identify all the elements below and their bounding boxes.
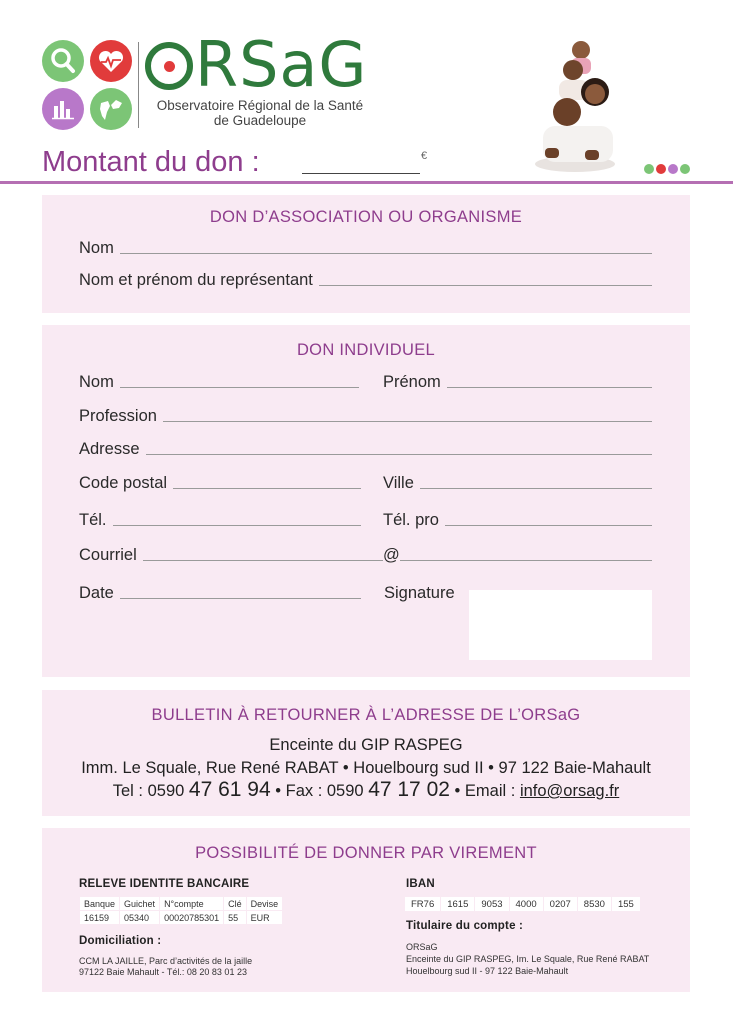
heart-pulse-icon xyxy=(90,40,132,82)
nom-line[interactable] xyxy=(120,387,359,388)
adresse-field[interactable] xyxy=(79,440,652,459)
domiciliation-title: Domiciliation : xyxy=(79,935,162,947)
adresse-label: Adresse xyxy=(79,440,140,458)
rib-value-cell: 16159 xyxy=(80,911,120,925)
domiciliation-line1: CCM LA JAILLE, Parc d’activités de la jaille xyxy=(79,956,253,966)
email-label: Email : xyxy=(464,782,516,800)
courriel-domain-field[interactable] xyxy=(383,546,652,565)
prenom-label: Prénom xyxy=(383,373,441,391)
association-nom-field[interactable] xyxy=(79,239,652,258)
courriel-domain-line[interactable] xyxy=(400,560,652,561)
currency-symbol: € xyxy=(421,150,428,162)
logo-divider xyxy=(138,42,139,128)
dot-green xyxy=(680,164,690,174)
montant-input-line[interactable] xyxy=(302,173,420,174)
iban-cell: 155 xyxy=(611,897,640,912)
tel-line[interactable] xyxy=(113,525,361,526)
guadeloupe-map-icon xyxy=(90,88,132,130)
orsag-logo-icons xyxy=(42,40,134,132)
iban-cell: 0207 xyxy=(543,897,577,912)
iban-cell: 1615 xyxy=(441,897,475,912)
iban-title: IBAN xyxy=(406,878,435,890)
iban-cell: FR76 xyxy=(405,897,441,912)
bulletin-title: BULLETIN À RETOURNER À L’ADRESSE DE L’ORSaG xyxy=(151,706,581,724)
rib-header-cell: Guichet xyxy=(120,897,160,911)
iban-cell: 9053 xyxy=(475,897,509,912)
individuel-panel xyxy=(42,325,690,677)
courriel-line[interactable] xyxy=(143,560,383,561)
association-nom-line[interactable] xyxy=(120,253,652,254)
date-line[interactable] xyxy=(120,598,361,599)
nom-label: Nom xyxy=(79,373,114,391)
titulaire-title: Titulaire du compte : xyxy=(406,920,524,932)
tel-pro-field[interactable] xyxy=(383,511,652,530)
iban-cell: 4000 xyxy=(509,897,543,912)
virement-title: POSSIBILITÉ DE DONNER PAR VIREMENT xyxy=(195,844,537,862)
iban-cell: 8530 xyxy=(577,897,611,912)
representant-line[interactable] xyxy=(319,285,652,286)
brand-wordmark xyxy=(145,28,368,101)
rib-value-cell: EUR xyxy=(246,911,283,925)
nom-field[interactable] xyxy=(79,373,359,392)
at-sign: @ xyxy=(383,546,400,564)
address-street: Imm. Le Squale, Rue René RABAT xyxy=(81,759,339,777)
brand-subtitle-line1: Observatoire Régional de la Santé xyxy=(156,98,364,113)
email-link[interactable]: info@orsag.fr xyxy=(519,782,620,800)
header-rule xyxy=(0,181,733,184)
signature-field xyxy=(384,584,455,603)
representant-field[interactable] xyxy=(79,271,652,290)
representant-label: Nom et prénom du représentant xyxy=(79,271,313,289)
contact-line xyxy=(42,778,690,802)
profession-label: Profession xyxy=(79,407,157,425)
contact-separator: • xyxy=(275,782,282,800)
fax-number: 47 17 02 xyxy=(368,778,450,801)
bar-chart-icon xyxy=(42,88,84,130)
address-line2 xyxy=(42,759,690,778)
signature-box[interactable] xyxy=(469,590,652,660)
association-nom-label: Nom xyxy=(79,239,114,257)
decorative-dots xyxy=(644,164,690,174)
domiciliation-line2: 97122 Baie Mahault - Tél.: 08 20 83 01 23 xyxy=(79,967,247,977)
tel-label: Tél. xyxy=(79,511,107,529)
address-city: 97 122 Baie-Mahault xyxy=(498,759,651,777)
rib-header-cell: Devise xyxy=(246,897,283,911)
prenom-field[interactable] xyxy=(383,373,652,392)
iban-row xyxy=(405,897,641,912)
dot-red xyxy=(656,164,666,174)
address-line1: Enceinte du GIP RASPEG xyxy=(269,736,463,754)
rib-value-cell: 00020785301 xyxy=(160,911,224,925)
montant-label: Montant du don : xyxy=(42,146,260,178)
rib-title: RELEVE IDENTITE BANCAIRE xyxy=(79,878,250,890)
tel-pro-label: Tél. pro xyxy=(383,511,439,529)
profession-line[interactable] xyxy=(163,421,652,422)
titulaire-line2: Enceinte du GIP RASPEG, Im. Le Squale, Rue René RABAT xyxy=(406,954,650,964)
ville-field[interactable] xyxy=(383,474,652,493)
address-separator: • xyxy=(488,759,494,777)
virement-panel xyxy=(42,828,690,992)
titulaire-line3: Houelbourg sud II - 97 122 Baie-Mahault xyxy=(406,966,569,976)
brand-subtitle xyxy=(146,98,374,128)
signature-label: Signature xyxy=(384,584,455,602)
individuel-title: DON INDIVIDUEL xyxy=(296,341,436,359)
tel-prefix: Tel : 0590 xyxy=(112,782,185,800)
magnifier-icon xyxy=(42,40,84,82)
rib-header-cell: Banque xyxy=(80,897,120,911)
brand-name: RSaG xyxy=(195,28,368,101)
tel-pro-line[interactable] xyxy=(445,525,652,526)
association-panel xyxy=(42,195,690,313)
rib-header-cell: Clé xyxy=(224,897,247,911)
brand-subtitle-line2: de Guadeloupe xyxy=(213,113,307,128)
iban-table xyxy=(404,896,641,912)
brand-o-mark xyxy=(145,42,193,90)
tel-number: 47 61 94 xyxy=(188,778,271,801)
rib-header-cell: N°compte xyxy=(160,897,224,911)
date-label: Date xyxy=(79,584,114,602)
courriel-label: Courriel xyxy=(79,546,137,564)
dot-green xyxy=(644,164,654,174)
adresse-line[interactable] xyxy=(146,454,652,455)
courriel-field[interactable] xyxy=(79,546,383,565)
titulaire-line1: ORSaG xyxy=(406,942,438,952)
address-zone: Houelbourg sud II xyxy=(353,759,484,777)
profession-field[interactable] xyxy=(79,407,652,426)
ville-label: Ville xyxy=(383,474,414,492)
prenom-line[interactable] xyxy=(447,387,652,388)
rib-table xyxy=(79,896,283,925)
date-field[interactable] xyxy=(79,584,361,603)
rib-value-row xyxy=(80,911,283,925)
ville-line[interactable] xyxy=(420,488,652,489)
rib-value-cell: 55 xyxy=(224,911,247,925)
code-postal-field[interactable] xyxy=(79,474,361,493)
tel-field[interactable] xyxy=(79,511,361,530)
rib-value-cell: 05340 xyxy=(120,911,160,925)
dot-purple xyxy=(668,164,678,174)
code-postal-label: Code postal xyxy=(79,474,168,492)
family-photo xyxy=(525,36,625,176)
contact-separator: • xyxy=(454,782,461,800)
association-title: DON D’ASSOCIATION OU ORGANISME xyxy=(209,208,523,226)
fax-prefix: Fax : 0590 xyxy=(285,782,364,800)
bulletin-panel xyxy=(42,690,690,816)
rib-header-row xyxy=(80,897,283,911)
address-separator: • xyxy=(342,759,349,777)
code-postal-line[interactable] xyxy=(173,488,361,489)
